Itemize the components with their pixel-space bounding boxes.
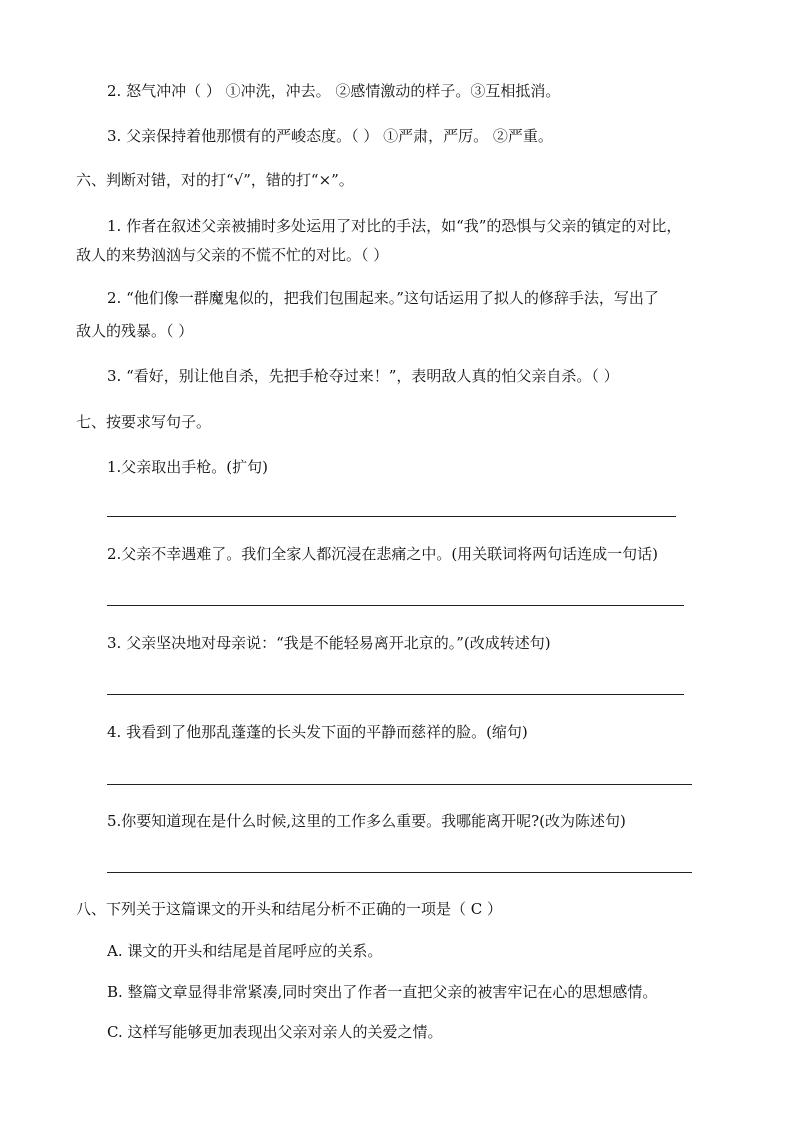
section7-q2: 2.父亲不幸遇难了。我们全家人都沉浸在悲痛之中。(用关联词将两句话连成一句话) bbox=[107, 545, 659, 563]
section5-q2: 2. 怒气冲冲（ ） ①冲洗，冲去。 ②感情激动的样子。③互相抵消。 bbox=[107, 82, 561, 100]
section6-q1-line2: 敌人的来势汹汹与父亲的不慌不忙的对比。（ ） bbox=[76, 246, 389, 264]
section8-title: 八、下列关于这篇课文的开头和结尾分析不正确的一项是（ C ） bbox=[76, 900, 503, 918]
section7-title: 七、按要求写句子。 bbox=[76, 413, 212, 431]
section6-q1-line1: 1. 作者在叙述父亲被捕时多处运用了对比的手法，如“我”的恐惧与父亲的镇定的对比， bbox=[107, 217, 682, 235]
answer-line-1[interactable] bbox=[107, 516, 676, 517]
answer-line-3[interactable] bbox=[107, 694, 684, 695]
section7-q3: 3. 父亲坚决地对母亲说：“我是不能轻易离开北京的。”(改成转述句) bbox=[107, 634, 551, 652]
section6-q2-line2: 敌人的残暴。（ ） bbox=[76, 322, 194, 340]
section8-option-c: C. 这样写能够更加表现出父亲对亲人的关爱之情。 bbox=[107, 1023, 443, 1041]
answer-line-2[interactable] bbox=[107, 605, 684, 606]
section6-title: 六、判断对错，对的打“√”，错的打“×”。 bbox=[76, 171, 354, 189]
section8-option-a: A. 课文的开头和结尾是首尾呼应的关系。 bbox=[107, 942, 383, 960]
section6-q3: 3. “看好，别让他自杀，先把手枪夺过来！”，表明敌人真的怕父亲自杀。（ ） bbox=[107, 367, 619, 385]
section7-q5: 5.你要知道现在是什么时候,这里的工作多么重要。我哪能离开呢?(改为陈述句) bbox=[107, 812, 626, 830]
section7-q4: 4. 我看到了他那乱蓬蓬的长头发下面的平静而慈祥的脸。(缩句) bbox=[107, 723, 528, 741]
answer-line-5[interactable] bbox=[107, 872, 692, 873]
section7-q1: 1.父亲取出手枪。(扩句) bbox=[107, 458, 269, 476]
answer-line-4[interactable] bbox=[107, 784, 692, 785]
section5-q3: 3. 父亲保持着他那惯有的严峻态度。（ ） ①严肃，严厉。 ②严重。 bbox=[107, 127, 553, 145]
section8-option-b: B. 整篇文章显得非常紧凑,同时突出了作者一直把父亲的被害牢记在心的思想感情。 bbox=[107, 983, 658, 1001]
section6-q2-line1: 2. “他们像一群魔鬼似的，把我们包围起来。”这句话运用了拟人的修辞手法，写出了 bbox=[107, 289, 659, 307]
